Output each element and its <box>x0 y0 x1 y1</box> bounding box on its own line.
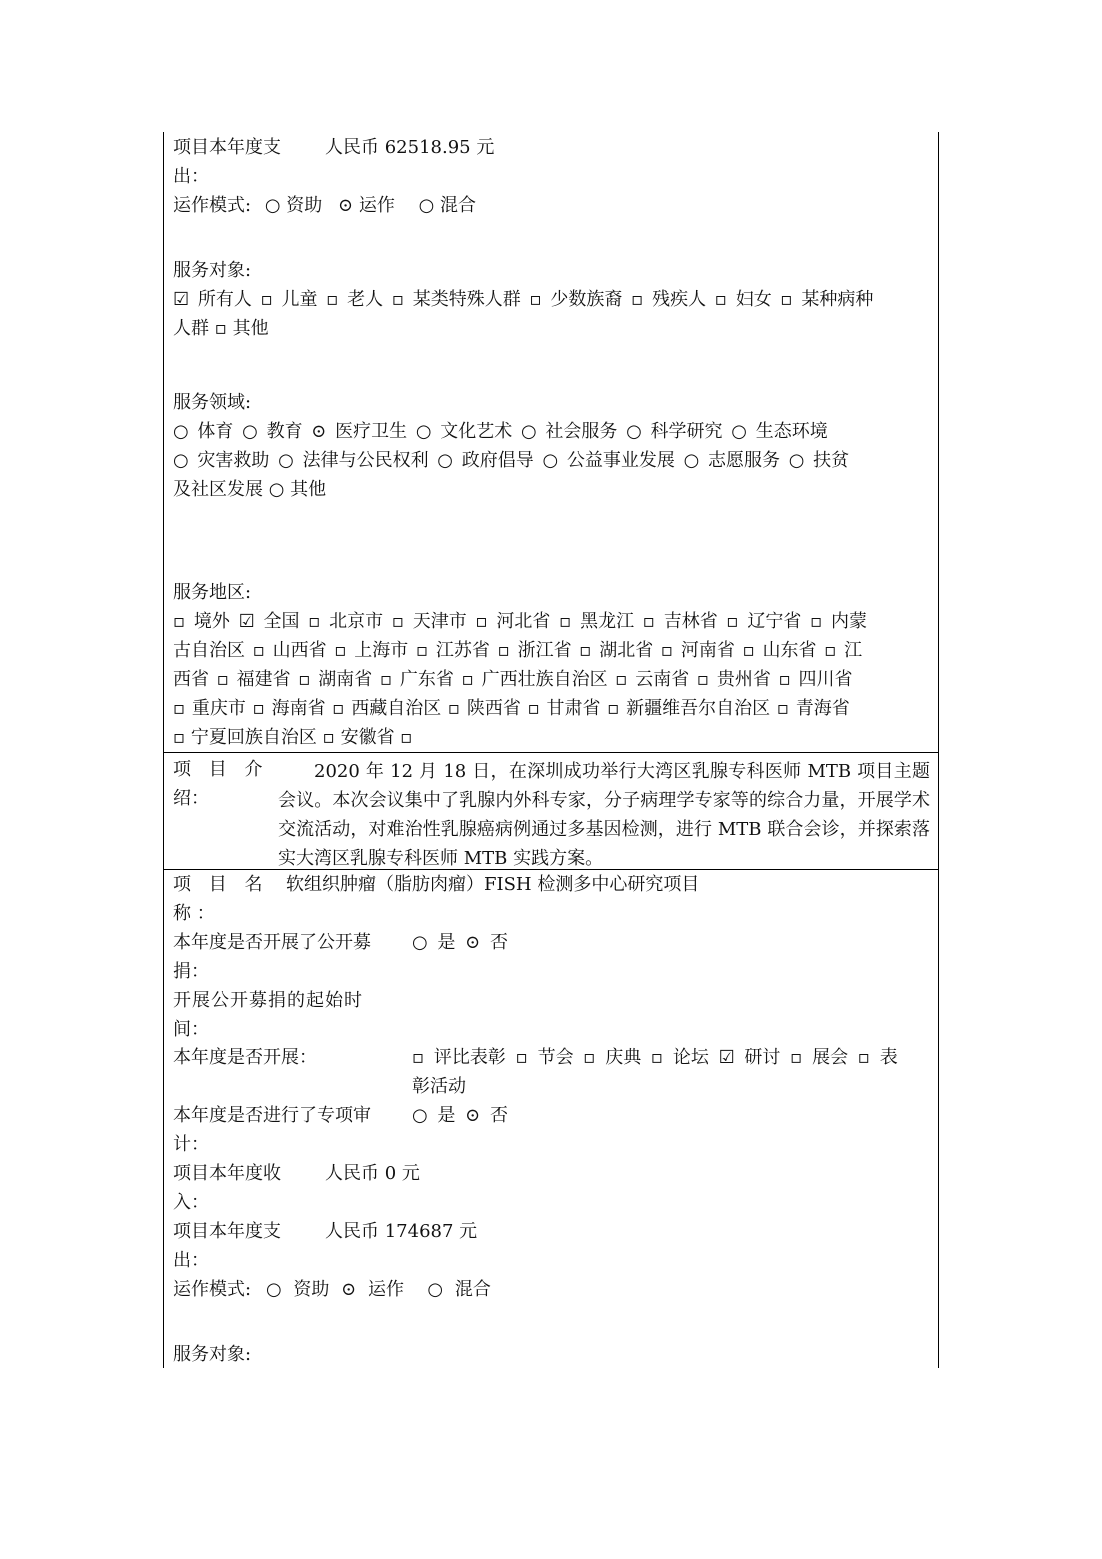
region-options-line[interactable]: 西省 ▫ 福建省 ▫ 湖南省 ▫ 广东省 ▫ 广西壮族自治区 ▫ 云南省 ▫ 贵州省 ▫ 四川省 <box>173 669 853 690</box>
expense-label: 项目本年度支 <box>173 137 281 158</box>
expense-value: 人民币 174687 元 <box>325 1221 478 1242</box>
expense-label-cont: 出： <box>173 166 209 187</box>
income-value: 人民币 0 元 <box>325 1163 420 1184</box>
target-label: 服务对象: <box>173 260 252 281</box>
target-options-line[interactable]: 人群 ▫ 其他 <box>173 318 269 339</box>
expense-value: 人民币 62518.95 元 <box>325 137 495 158</box>
intro-label-cont: 绍： <box>173 788 209 809</box>
start-time-label-cont: 间： <box>173 1019 209 1040</box>
region-options-line[interactable]: 古自治区 ▫ 山西省 ▫ 上海市 ▫ 江苏省 ▫ 浙江省 ▫ 湖北省 ▫ 河南省 ▫ 山东省 ▫ 江 <box>173 640 863 661</box>
fundraise-label: 本年度是否开展了公开募 <box>173 932 371 953</box>
audit-label-cont: 计： <box>173 1134 209 1155</box>
mode-option-2[interactable] <box>338 195 395 216</box>
mode-option-1[interactable] <box>265 195 322 216</box>
intro-paragraph: 2020 年 12 月 18 日，在深圳成功举行大湾区乳腺专科医师 MTB 项目主题会议。本次会议集中了乳腺内外科专家，分子病理学专家等的综合力量，开展学术交流活动，对难治性乳腺癌病例通过多基因检测，进行 MTB 联合会诊，并探索落实大湾区乳腺专科医师 MTB 实践方案。 <box>278 761 930 869</box>
expense-label: 项目本年度支 <box>173 1221 281 1242</box>
mode-option-label: 资助 <box>286 195 323 216</box>
income-label-cont: 入： <box>173 1192 209 1213</box>
radio-icon: ○ <box>418 195 435 216</box>
fundraise-label-cont: 捐： <box>173 961 209 982</box>
target-options-line[interactable]: ☑ 所有人 ▫ 儿童 ▫ 老人 ▫ 某类特殊人群 ▫ 少数族裔 ▫ 残疾人 ▫ 妇女 ▫ 某种病种 <box>173 289 874 310</box>
project-name-value: 软组织肿瘤（脂肪肉瘤）FISH 检测多中心研究项目 <box>286 874 700 895</box>
region-options-line[interactable]: ▫ 境外 ☑ 全国 ▫ 北京市 ▫ 天津市 ▫ 河北省 ▫ 黑龙江 ▫ 吉林省 ▫ 辽宁省 ▫ 内蒙 <box>173 611 867 632</box>
mode-options[interactable]: ○ 资助 ⊙ 运作 ○ 混合 <box>266 1279 491 1300</box>
target-label: 服务对象: <box>173 1344 252 1365</box>
activity-options-line[interactable]: 彰活动 <box>412 1076 466 1097</box>
row-divider <box>163 752 939 753</box>
mode-option-3[interactable] <box>419 195 476 216</box>
activity-label: 本年度是否开展： <box>173 1047 317 1068</box>
radio-selected-icon: ⊙ <box>338 195 354 216</box>
field-options-line[interactable]: ○ 体育 ○ 教育 ⊙ 医疗卫生 ○ 文化艺术 ○ 社会服务 ○ 科学研究 ○ 生态环境 <box>173 421 828 442</box>
mode-label: 运作模式: <box>173 195 252 216</box>
region-label: 服务地区: <box>173 582 252 603</box>
mode-label: 运作模式: <box>173 1279 252 1300</box>
mode-option-label: 运作 <box>358 195 395 216</box>
region-options-line[interactable]: ▫ 重庆市 ▫ 海南省 ▫ 西藏自治区 ▫ 陕西省 ▫ 甘肃省 ▫ 新疆维吾尔自治区 ▫ 青海省 <box>173 698 850 719</box>
field-options-line[interactable]: ○ 灾害救助 ○ 法律与公民权利 ○ 政府倡导 ○ 公益事业发展 ○ 志愿服务 ○ 扶贫 <box>173 450 850 471</box>
income-label: 项目本年度收 <box>173 1163 281 1184</box>
audit-options[interactable]: ○ 是 ⊙ 否 <box>412 1105 508 1126</box>
mode-row <box>173 195 476 217</box>
fundraise-options[interactable]: ○ 是 ⊙ 否 <box>412 932 508 953</box>
field-options-line[interactable]: 及社区发展 ○ 其他 <box>173 479 327 500</box>
mode-option-label: 混合 <box>440 195 477 216</box>
project-name-label: 项 目 名 <box>173 874 269 895</box>
audit-label: 本年度是否进行了专项审 <box>173 1105 371 1126</box>
field-label: 服务领域: <box>173 392 252 413</box>
expense-label-cont: 出： <box>173 1250 209 1271</box>
intro-label: 项 目 介 <box>173 759 269 780</box>
intro-text <box>278 757 930 873</box>
start-time-label: 开展公开募捐的起始时 <box>173 990 363 1011</box>
region-options-line[interactable]: ▫ 宁夏回族自治区 ▫ 安徽省 ▫ <box>173 727 413 748</box>
project-name-label-cont: 称 ： <box>173 903 215 924</box>
activity-options-line[interactable]: ▫ 评比表彰 ▫ 节会 ▫ 庆典 ▫ 论坛 ☑ 研讨 ▫ 展会 ▫ 表 <box>412 1047 898 1068</box>
radio-icon: ○ <box>264 195 281 216</box>
